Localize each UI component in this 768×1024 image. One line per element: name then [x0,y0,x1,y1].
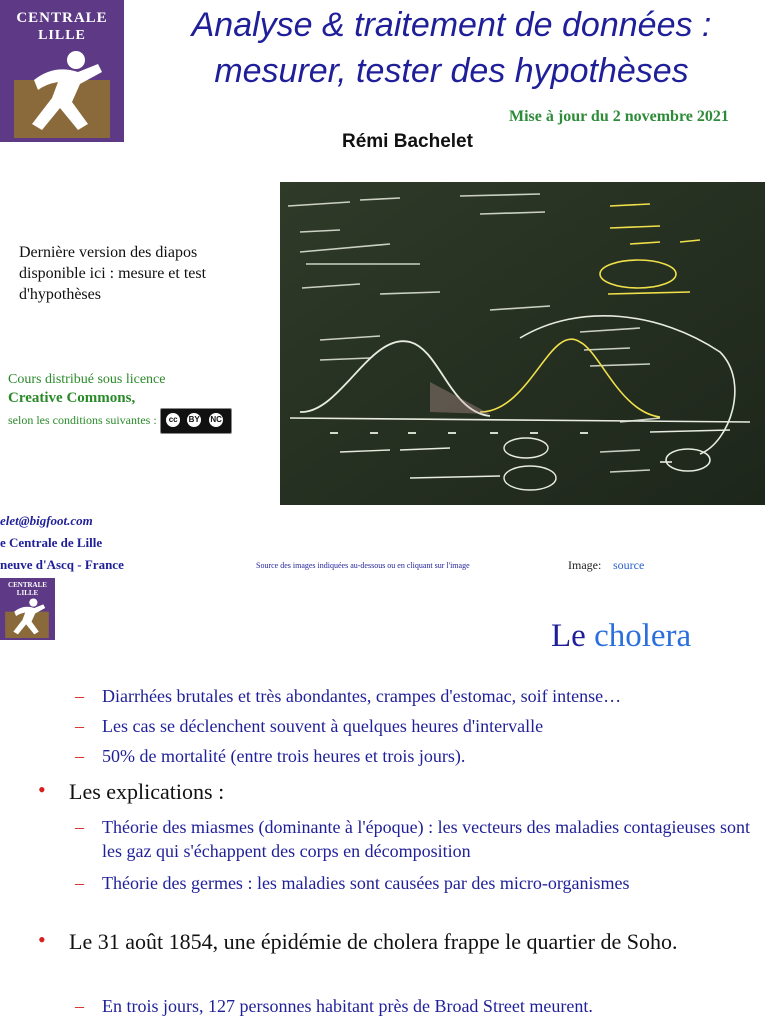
image-source-link[interactable]: source [613,558,645,572]
cc-icon: cc [164,411,182,429]
logo-small-line2: LILLE [16,589,39,597]
author-email[interactable]: elet@bigfoot.com [0,513,93,528]
bullet-text: Le 31 août 1854, une épidémie de cholera frappe le quartier de Soho. [69,929,678,954]
logo-line1: CENTRALE [16,10,108,26]
list-item-germs [75,871,768,895]
bullet-text: Les explications : [69,779,225,804]
logo-small-line1: CENTRALE [8,581,47,589]
dash-marker: – [75,716,84,736]
bullet-soho [38,927,768,957]
cholera-title [551,618,691,655]
image-label: Image: [568,558,602,572]
dash-marker: – [75,817,84,837]
author-name: Rémi Bachelet [342,131,473,152]
license-conditions: selon les conditions suivantes : [8,413,157,428]
bullet-marker: • [38,777,46,802]
chalkboard-drawing [280,182,765,505]
cc-nc-icon: NC [207,411,225,429]
runner-icon [14,50,110,138]
list-item-deaths [75,994,768,1018]
dash-marker: – [75,873,84,893]
centrale-lille-logo [0,0,124,142]
slide-title-line1: Analyse & traitement de données : [191,6,712,44]
update-date: Mise à jour du 2 novembre 2021 [509,108,729,125]
bullet-explanations [38,777,768,807]
cc-by-icon: BY [185,411,203,429]
bullet-marker: • [38,927,46,952]
list-item-text: Diarrhées brutales et très abondantes, crampes d'estomac, soif intense… [102,686,622,706]
dash-marker: – [75,746,84,766]
logo-line2: LILLE [38,28,86,43]
license-line: Cours distribué sous licence [8,372,166,387]
list-item-symptoms [75,684,768,708]
slide-title [135,2,768,94]
license-block [8,370,273,434]
list-item-text: Les cas se déclenchent souvent à quelques heures d'intervalle [102,716,544,736]
list-item-cases [75,714,768,738]
runner-small-icon [4,598,50,638]
cholera-title-main: Le [551,618,586,654]
slide-title-line2: mesurer, tester des hypothèses [214,52,689,90]
dash-marker: – [75,686,84,706]
last-version-link[interactable]: Dernière version des diapos disponible ici : mesure et test d'hypothèses [19,244,207,303]
list-item-mortality [75,744,768,768]
list-item-miasma [75,815,768,863]
list-item-text: En trois jours, 127 personnes habitant près de Broad Street meurent. [102,996,593,1016]
centrale-lille-logo-small [0,578,55,640]
list-item-text: Théorie des germes : les maladies sont causées par des micro-organismes [102,873,630,893]
cc-by-nc-sa-badge[interactable] [160,408,232,434]
school-city: neuve d'Ascq - France [0,557,124,572]
chalkboard-image[interactable] [280,182,765,505]
list-item-text: 50% de mortalité (entre trois heures et trois jours). [102,746,466,766]
image-source-note: Source des images indiquées au-dessous ou en cliquant sur l'image [256,561,470,570]
dash-marker: – [75,996,84,1016]
school-name: e Centrale de Lille [0,535,103,550]
cholera-title-accent: cholera [594,618,692,654]
list-item-text: Théorie des miasmes (dominante à l'époque) : les vecteurs des maladies contagieuses sont les gaz qui s'échappent des corps en décomposition [102,817,751,861]
creative-commons-link[interactable]: Creative Commons, [8,390,136,406]
